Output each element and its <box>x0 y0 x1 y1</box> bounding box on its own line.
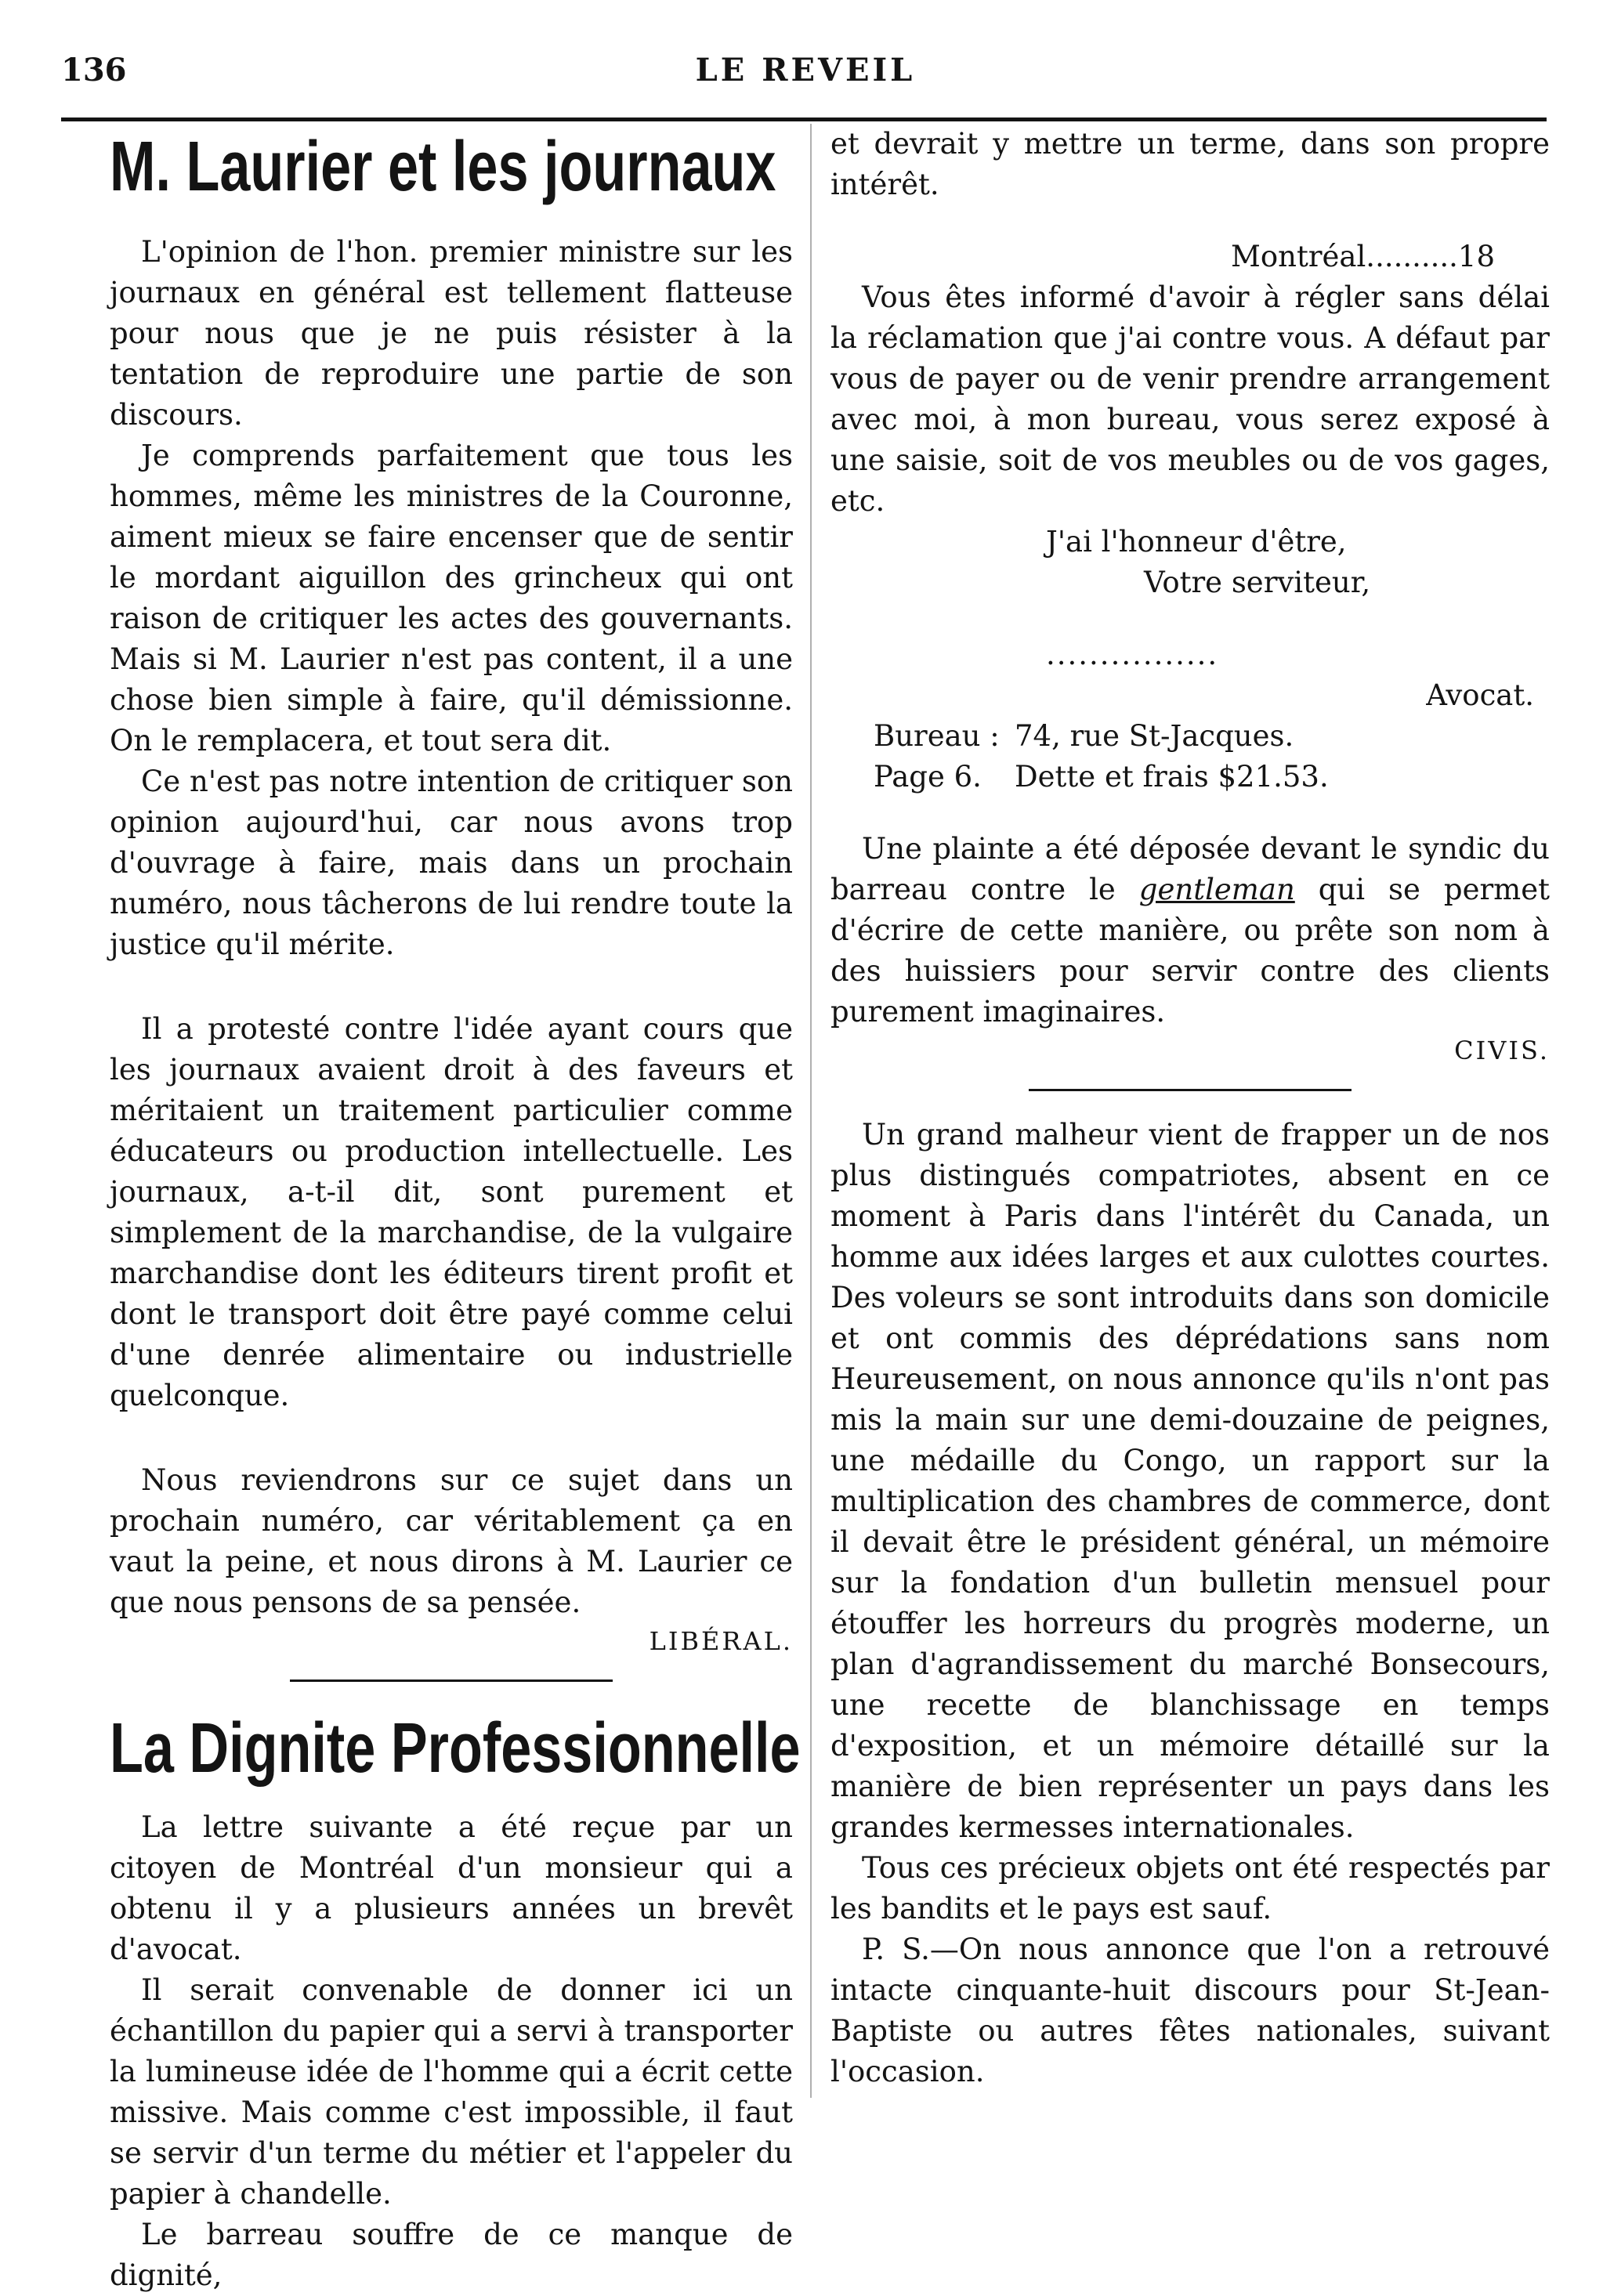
page-header <box>61 52 1550 99</box>
article-3-paragraph-2: Tous ces précieux objets ont été respectés par les bandits et le pays est sauf. <box>830 1851 1550 1925</box>
letter-closing-1: J'ai l'honneur d'être, <box>1046 525 1347 559</box>
article-1-paragraph-1: L'opinion de l'hon. premier ministre sur les journaux en général est tellement flatteuse pour nous que je ne puis résister à la tentation de reproduire une partie de son discours. <box>110 235 793 432</box>
letter-date: Montréal..........18 <box>1230 240 1495 273</box>
column-divider <box>810 124 812 2098</box>
right-column <box>830 124 1550 2092</box>
page-label: Page 6. <box>874 760 982 794</box>
headline-laurier: M. Laurier et les journaux <box>110 128 776 206</box>
left-column <box>110 124 801 2296</box>
bureau-label: Bureau : <box>874 719 1000 753</box>
page-value: Dette et frais $21.53. <box>1015 760 1329 794</box>
article-1-paragraph-5: Nous reviendrons sur ce sujet dans un prochain numéro, car véritablement ça en vaut la peine, et nous dirons à M. Laurier ce que nous pensons de sa pensée. <box>110 1463 793 1619</box>
letter-role: Avocat. <box>1426 678 1534 712</box>
signature-civis: CIVIS. <box>1454 1036 1550 1065</box>
letter-bureau-info <box>874 716 1550 797</box>
complaint-text-after: qui se permet d'écrire de cette manière, ou prête son nom à des huissiers pour servir contre des clients purement imaginaires. <box>830 873 1551 1029</box>
complaint-text-before: Une plainte a été déposée devant le syndic du barreau contre le <box>830 832 1550 906</box>
letter-signature-dots: ................ <box>1046 638 1219 671</box>
article-1-paragraph-2: Je comprends parfaitement que tous les hommes, même les ministres de la Couronne, aiment mieux se faire encenser que de sentir le mordant aiguillon des grincheux qui ont raison de critiquer les actes des gouvernants. Mais si M. Laurier n'est pas content, il a une chose bien simple à faire, qu'il démissionne. On le remplacera, et tout sera dit. <box>110 439 793 757</box>
article-2-paragraph-2: Il serait convenable de donner ici un échantillon du papier qui a servi à transporter la lumineuse idée de l'homme qui a écrit cette missive. Mais comme c'est impossible, il faut se servir d'un terme du métier et l'appeler du papier à chandelle. <box>110 1973 793 2211</box>
letter-closing-2: Votre serviteur, <box>1144 566 1371 599</box>
section-divider-right <box>1029 1089 1352 1091</box>
article-1-paragraph-3: Ce n'est pas notre intention de critiquer son opinion aujourd'hui, car nous avons trop d'ouvrage à faire, mais dans un prochain numéro, nous tâcherons de lui rendre toute la justice qu'il mérite. <box>110 765 793 961</box>
article-2-paragraph-1: La lettre suivante a été reçue par un citoyen de Montréal d'un monsieur qui a obtenu il y a plusieurs années un brevêt d'avocat. <box>110 1810 793 1966</box>
letter-body: Vous êtes informé d'avoir à régler sans délai la réclamation que j'ai contre vous. A défaut par vous de payer ou de venir prendre arrangement avec moi, à mon bureau, vous serez exposé à une saisie, soit de vos meubles ou de vos gages, etc. <box>830 280 1550 518</box>
section-divider-left <box>290 1680 613 1682</box>
running-title: LE REVEIL <box>695 52 916 89</box>
bureau-value: 74, rue St-Jacques. <box>1015 719 1294 753</box>
complaint-paragraph <box>830 829 1550 1032</box>
article-1-paragraph-4: Il a protesté contre l'idée ayant cours que les journaux avaient droit à des faveurs et méritaient un traitement particulier comme éducateurs ou production intellectuelle. Les journaux, a-t-il dit, sont purement et simplement de la marchandise, de la vulgaire marchandise dont les éditeurs tirent profit et dont le transport doit être payé comme celui d'une denrée alimentaire ou industrielle quelconque. <box>110 1012 793 1412</box>
gentleman-word: gentleman <box>1138 873 1295 906</box>
article-2-continuation: et devrait y mettre un terme, dans son propre intérêt. <box>830 127 1550 201</box>
signature-liberal: LIBÉRAL. <box>649 1626 793 1656</box>
article-3-paragraph-1: Un grand malheur vient de frapper un de nos plus distingués compatriotes, absent en ce moment à Paris dans l'intérêt du Canada, un homme aux idées larges et aux culottes courtes. Des voleurs se sont introduits dans son domicile et ont commis des déprédations sans nom Heureusement, on nous annonce qu'ils n'ont pas mis la main sur une demi-douzaine de peignes, une médaille du Congo, un rapport sur la multiplication des chambres de commerce, dont il devait être le président général, un mémoire sur la fondation d'un bulletin mensuel pour étouffer les horreurs du progrès moderne, un plan d'agrandissement du marché Bonsecours, une recette de blanchissage en temps d'exposition, et un mémoire détaillé sur la manière de bien représenter un pays dans les grandes kermesses internationales. <box>830 1118 1550 1844</box>
page-number: 136 <box>61 52 127 89</box>
article-2-paragraph-3: Le barreau souffre de ce manque de dignité, <box>110 2218 793 2292</box>
article-3-postscript: P. S.—On nous annonce que l'on a retrouvé intacte cinquante-huit discours pour St-Jean-Baptiste ou autres fêtes nationales, suivant l'occasion. <box>830 1933 1550 2088</box>
headline-dignite: La Dignite Professionnelle <box>110 1709 801 1788</box>
header-rule <box>61 118 1547 121</box>
